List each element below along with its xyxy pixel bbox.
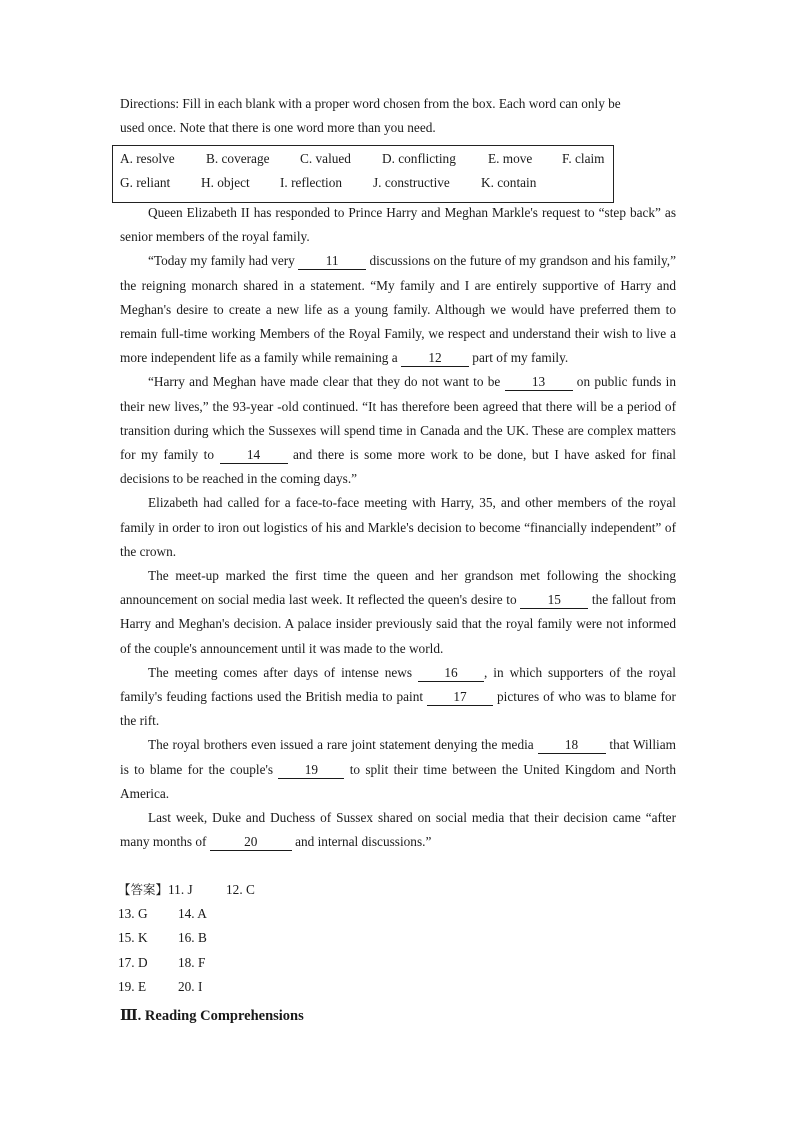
text-run: Last week, Duke and Duchess of Sussex shared on social media that their decision came “after many months of [120,810,676,850]
text-run: “Today my family had very [148,253,299,269]
word-option: D. conflicting [382,151,456,166]
paragraph [120,733,676,806]
blank-17: 17 [427,688,493,706]
blank-16: 16 [418,664,484,682]
text-run: , in which supporters of the royal family's feuding factions used the British media to paint [120,664,676,705]
section-heading: Ⅲ. Reading Comprehensions [120,1008,304,1024]
answer-row [118,902,418,926]
word-option: E. move [488,151,533,166]
answer-item: 19. E [118,978,147,994]
word-option: H. object [201,175,250,190]
text-run: “Harry and Meghan have made clear that they do not want to be [148,374,505,390]
paragraph [120,249,676,370]
blank-14: 14 [220,446,288,464]
answer-item: 18. F [178,954,206,970]
answer-item: 12. C [226,882,255,897]
text-run: part of my family. [468,350,569,366]
text-run: and internal discussions.” [291,834,432,850]
text-run: The meet-up marked the first time the queen and her grandson met following the shocking announcement on social media last week. It reflected the queen's desire to [120,568,676,608]
blank-13: 13 [505,373,573,391]
blank-19: 19 [278,761,344,779]
paragraph: Queen Elizabeth II has responded to Prince Harry and Meghan Markle's request to “step back” as senior members of the royal family. [120,205,676,245]
word-option: G. reliant [120,175,171,190]
paragraph [120,370,676,491]
answer-key [118,878,418,999]
answer-row [118,878,418,902]
paragraph [120,564,676,661]
blank-18: 18 [538,736,606,754]
word-option: I. reflection [280,175,343,190]
text-run: The meeting comes after days of intense news [148,664,418,680]
text-run: on public funds in their new lives,” the 93-year -old continued. “It has therefore been agreed that there will be a period of transition during which the Sussexes will spend time in Canada and the UK. These are complex matters for my family to [120,374,676,463]
word-option: B. coverage [206,151,270,166]
answer-item: 13. G [118,906,148,922]
word-option: J. constructive [373,175,450,190]
blank-20: 20 [210,833,292,851]
text-run: to split their time between the United Kingdom and North America. [120,761,676,801]
answer-item: 14. A [178,906,207,922]
answer-item: 20. I [178,978,203,994]
text-run: and there is some more work to be done, but I have asked for final decisions to be reached in the coming days.” [120,447,676,487]
word-option: C. valued [300,151,351,166]
article [120,201,676,854]
text-run: The royal brothers even issued a rare joint statement denying the media [148,737,538,753]
directions [120,92,680,140]
text-run: pictures of who was to blame for the rift. [120,689,676,729]
directions-line-2: used once. Note that there is one word more than you need. [120,120,436,136]
answer-row [118,975,418,999]
word-option: F. claim [562,151,605,166]
text-run: that William is to blame for the couple's [120,737,676,777]
answer-item: 16. B [178,930,207,946]
paragraph [120,806,676,854]
directions-line-1: Directions: Fill in each blank with a proper word chosen from the box. Each word can only be [120,96,621,111]
text-run: discussions on the future of my grandson and his family,” the reigning monarch shared in a statement. “My family and I are entirely supportive of Harry and Meghan's desire to create a new life as a young family. Although we would have preferred them to remain full-time working Members of the Royal Family, we respect and understand their wish to live a more independent life as a family while remaining a [120,253,676,366]
answer-row [118,926,418,950]
blank-12: 12 [401,349,469,367]
answer-item: 11. J [168,882,193,897]
answer-row [118,951,418,975]
paragraph: Elizabeth had called for a face-to-face meeting with Harry, 35, and other members of the royal family in order to iron out logistics of his and Markle's decision to become “financially independent” of the crown. [120,495,676,559]
text-run: the fallout from Harry and Meghan's decision. A palace insider previously said that the royal family were not informed of the couple's announcement until it was made to the world. [120,592,676,656]
blank-11: 11 [298,252,366,270]
word-box [112,145,614,203]
word-option: A. resolve [120,151,175,166]
paragraph [120,661,676,734]
answer-tag: 【答案】 [118,882,169,897]
answer-item: 17. D [118,954,148,970]
word-option: K. contain [481,175,537,190]
answer-item: 15. K [118,930,148,946]
blank-15: 15 [520,591,588,609]
